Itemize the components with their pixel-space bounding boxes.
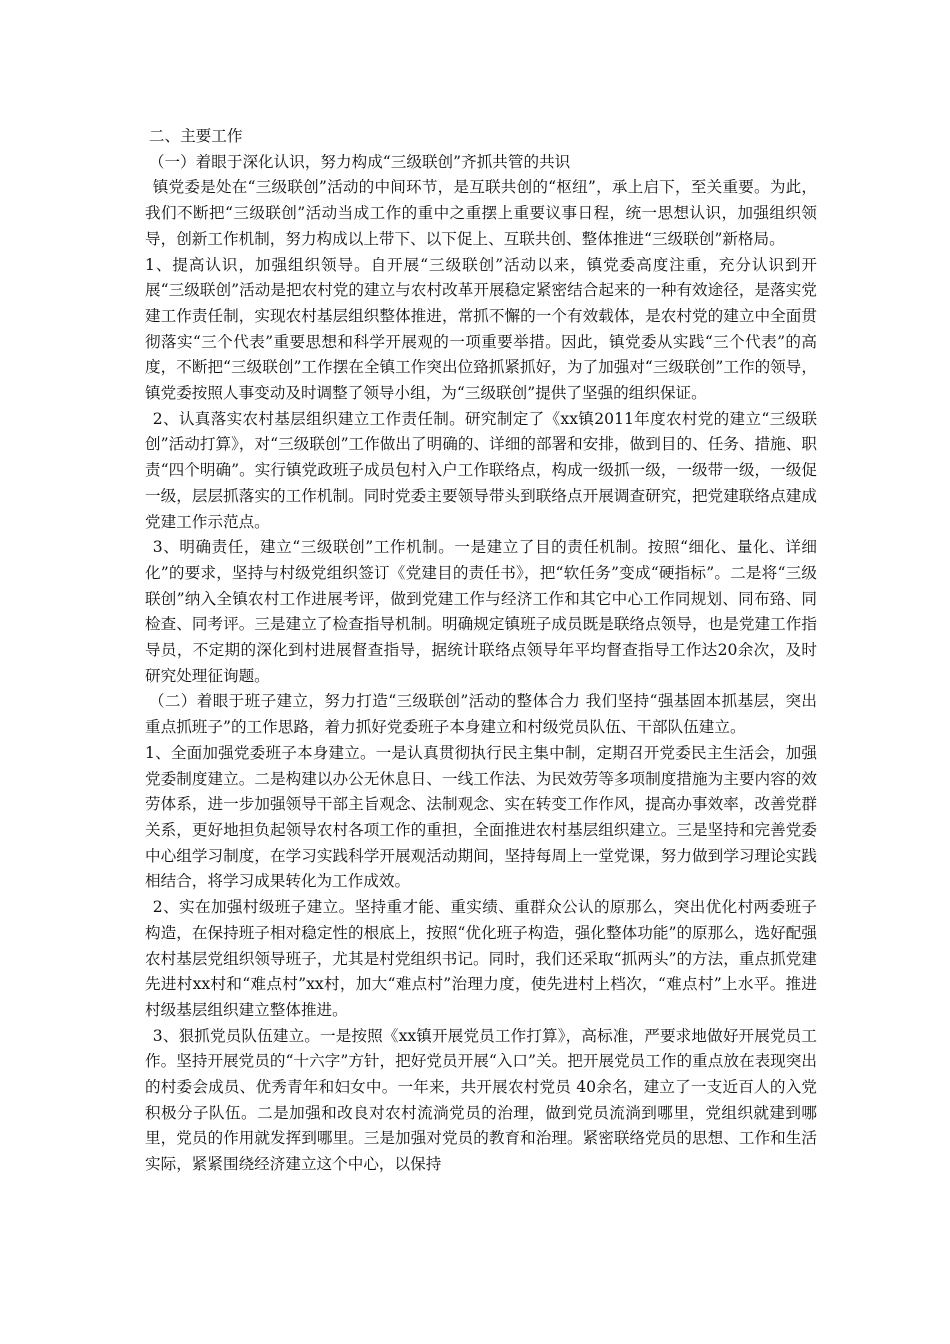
- section-heading: 二、主要工作: [148, 127, 243, 145]
- body-paragraph: 1、提高认识，加强组织领导。自开展“三级联创”活动以来，镇党委高度注重，充分认识到开展“三级联创”活动是把农村党的建立与农村改革开展稳定紧密结合起来的一种有效途径，是落实党建工作责任制，实现农村基层组织整体推进，常抓不懈的一个有效载体，是农村党的建立中全面贯彻落实“三个代表”重要思想和科学开展观的一项重要举措。因此，镇党委从实践“三个代表”的高度，不断把“三级联创”工作摆在全镇工作突出位臵抓紧抓好，为了加强对“三级联创”工作的领导，镇党委按照人事变动及时调整了领导小组，为“三级联创”提供了坚强的组织保证。: [145, 255, 817, 403]
- body-paragraph: 3、狠抓党员队伍建立。一是按照《xx镇开展党员工作打算》，高标准，严要求地做好开展党员工作。坚持开展党员的“十六字”方针，把好党员开展“入口”关。把开展党员工作的重点放在表现突出的村委会成员、优秀青年和妇女中。一年来，共开展农村党员 40余名，建立了一支近百人的入党积极分子队伍。二是加强和改良对农村流淌党员的治理，做到党员流淌到哪里，党组织就建到哪里，党员的作用就发挥到哪里。三是加强对党员的教育和治理。紧密联络党员的思想、工作和生活实际，紧紧围绕经济建立这个中心，以保持: [145, 1026, 817, 1174]
- body-paragraph: 1、全面加强党委班子本身建立。一是认真贯彻执行民主集中制，定期召开党委民主生活会，加强党委制度建立。二是构建以办公无休息日、一线工作法、为民效劳等多项制度措施为主要内容的效劳体系，进一步加强领导干部主旨观念、法制观念、实在转变工作作风，提高办事效率，改善党群关系，更好地担负起领导农村各项工作的重担，全面推进农村基层组织建立。三是坚持和完善党委中心组学习制度，在学习实践科学开展观活动期间，坚持每周上一堂党课，努力做到学习理论实践相结合，将学习成果转化为工作成效。: [145, 743, 817, 891]
- subsection-heading-2: （二）着眼于班子建立，努力打造“三级联创”活动的整体合力 我们坚持“强基固本抓基层，突出重点抓班子”的工作思路，着力抓好党委班子本身建立和村级党员队伍、干部队伍建立。: [145, 692, 817, 737]
- body-paragraph: 镇党委是处在“三级联创”活动的中间环节，是互联共创的“枢纽”，承上启下，至关重要。为此，我们不断把“三级联创”活动当成工作的重中之重摆上重要议事日程，统一思想认识，加强组织领导，创新工作机制，努力构成以上带下、以下促上、互联共创、整体推进“三级联创”新格局。: [145, 178, 817, 248]
- body-paragraph: 2、认真落实农村基层组织建立工作责任制。研究制定了《xx镇2011年度农村党的建立“三级联创”活动打算》，对“三级联创”工作做出了明确的、详细的部署和安排，做到目的、任务、措施、职责“四个明确”。实行镇党政班子成员包村入户工作联络点，构成一级抓一级，一级带一级，一级促一级，层层抓落实的工作机制。同时党委主要领导带头到联络点开展调查研究，把党建联络点建成党建工作示范点。: [145, 409, 817, 531]
- body-paragraph: 2、实在加强村级班子建立。坚持重才能、重实绩、重群众公认的原那么，突出优化村两委班子构造，在保持班子相对稳定性的根底上，按照“优化班子构造，强化整体功能”的原那么，选好配强农村基层党组织领导班子，尤其是村党组织书记。同时，我们还采取“抓两头”的方法，重点抓党建先进村xx村和“难点村”xx村，加大“难点村”治理力度，使先进村上档次，“难点村”上水平。推进村级基层组织建立整体推进。: [145, 898, 817, 1019]
- document-body: [145, 124, 817, 1178]
- subsection-heading-1: （一）着眼于深化认识，努力构成“三级联创”齐抓共管的共识: [148, 152, 571, 171]
- body-paragraph: 3、明确责任，建立“三级联创”工作机制。一是建立了目的责任机制。按照“细化、量化、详细化”的要求，坚持与村级党组织签订《党建目的责任书》，把“软任务”变成“硬指标”。二是将“三级联创”纳入全镇农村工作进展考评，做到党建工作与经济工作和其它中心工作同规划、同布臵、同检查、同考评。三是建立了检查指导机制。明确规定镇班子成员既是联络点领导，也是党建工作指导员，不定期的深化到村进展督查指导，据统计联络点领导年平均督查指导工作达20余次，及时研究处理征询题。: [145, 538, 817, 685]
